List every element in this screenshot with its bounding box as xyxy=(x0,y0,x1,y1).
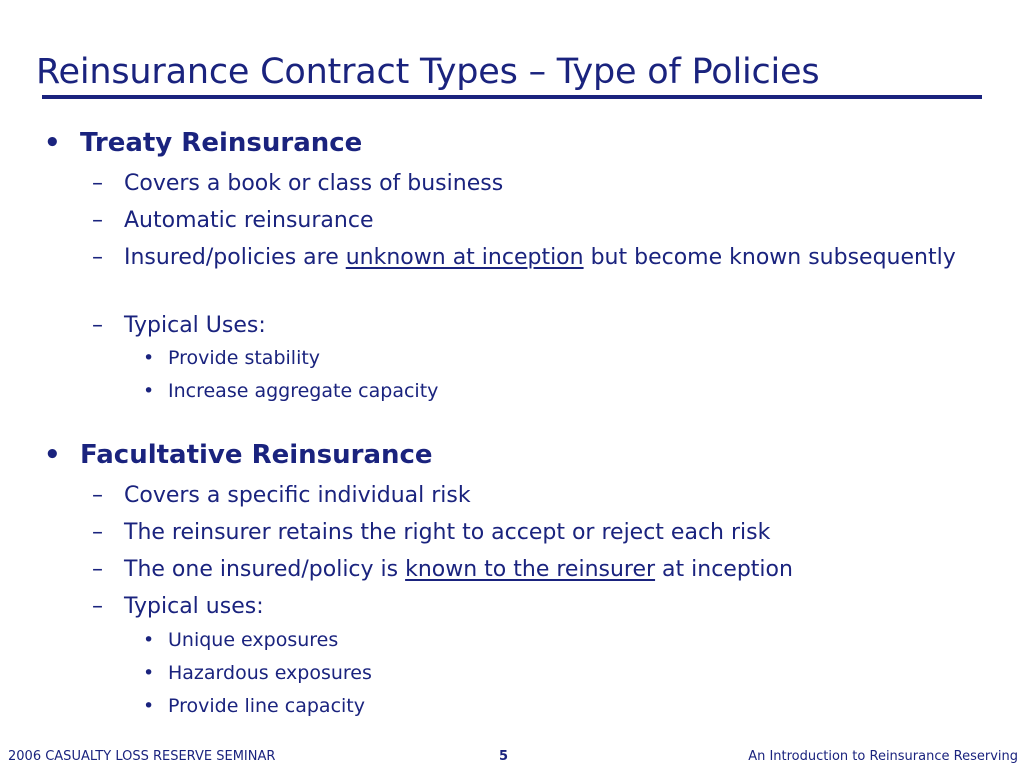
dash-bullet: – xyxy=(92,594,103,619)
underlined-emphasis: known to the reinsurer xyxy=(405,557,656,582)
list-item-text: Covers a book or class of business xyxy=(124,171,504,196)
text-run: at inception xyxy=(655,557,793,582)
bullet: • xyxy=(143,695,155,717)
footer-presentation-title: An Introduction to Reinsurance Reserving xyxy=(748,749,1018,764)
dash-bullet: – xyxy=(92,520,103,545)
sub-list-item-text: Unique exposures xyxy=(168,629,339,651)
bullet: • xyxy=(44,128,61,158)
bullet: • xyxy=(143,662,155,684)
list-item-text: The reinsurer retains the right to accept or reject each risk xyxy=(124,520,771,545)
list-item xyxy=(92,517,972,548)
list-item-text xyxy=(124,242,972,273)
bullet: • xyxy=(44,440,61,470)
footer-page-number: 5 xyxy=(499,749,509,764)
list-item-text: Typical Uses: xyxy=(124,313,266,338)
underlined-emphasis: unknown at inception xyxy=(345,245,584,270)
section-heading-text: Treaty Reinsurance xyxy=(80,128,363,158)
footer-seminar-name: 2006 CASUALTY LOSS RESERVE SEMINAR xyxy=(8,749,276,764)
sub-list-item-text: Provide line capacity xyxy=(168,695,365,717)
list-item xyxy=(92,480,972,511)
sub-list-item-text: Hazardous exposures xyxy=(168,662,372,684)
section-heading-text: Facultative Reinsurance xyxy=(80,440,433,470)
list-item xyxy=(92,242,972,273)
text-run: but become known subsequently xyxy=(583,245,956,270)
sub-list-item-text: Increase aggregate capacity xyxy=(168,380,439,402)
text-run: The one insured/policy is xyxy=(124,557,406,582)
list-item xyxy=(92,310,972,341)
dash-bullet: – xyxy=(92,171,103,196)
dash-bullet: – xyxy=(92,245,103,270)
list-item xyxy=(92,168,972,199)
text-run: Insured/policies are xyxy=(124,245,346,270)
list-item-text: Typical uses: xyxy=(124,594,264,619)
list-item-text: Automatic reinsurance xyxy=(124,208,374,233)
dash-bullet: – xyxy=(92,313,103,338)
bullet: • xyxy=(143,380,155,402)
bullet: • xyxy=(143,347,155,369)
list-item-text: Covers a specific individual risk xyxy=(124,483,471,508)
list-item xyxy=(92,205,972,236)
list-item xyxy=(92,591,972,622)
list-item-text xyxy=(124,554,972,585)
bullet: • xyxy=(143,629,155,651)
sub-list-item-text: Provide stability xyxy=(168,347,321,369)
dash-bullet: – xyxy=(92,557,103,582)
slide-title: Reinsurance Contract Types – Type of Policies xyxy=(36,52,820,92)
dash-bullet: – xyxy=(92,483,103,508)
dash-bullet: – xyxy=(92,208,103,233)
title-underline xyxy=(42,95,982,99)
list-item xyxy=(92,554,972,585)
